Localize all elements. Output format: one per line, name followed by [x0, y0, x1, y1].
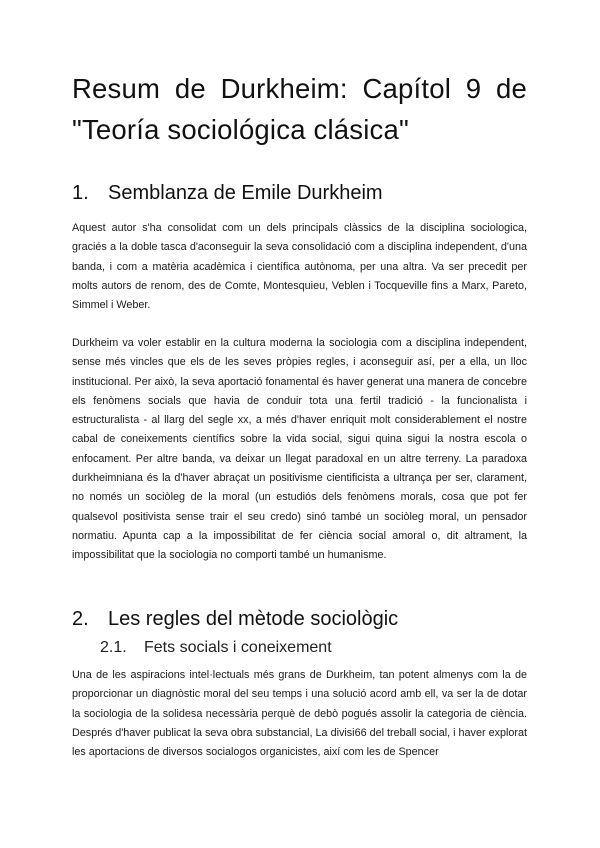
section-title: Semblanza de Emile Durkheim [108, 182, 383, 204]
title-line-2: "Teoría sociológica clásica" [72, 114, 409, 145]
subsection-number: 2.1. [100, 639, 127, 656]
document-title [72, 68, 527, 150]
section-number: 1. [72, 182, 89, 204]
title-line-1: Resum de Durkheim: Capítol 9 de [72, 73, 527, 104]
paragraph-3: Una de les aspiracions intel·lectuals més grans de Durkheim, tan potent almenys com la de proporcionar un diagnòstic moral del seu temps i una solució acord amb ell, va ser la de dotar la sociologia de la solidesa necessària perquè de debò pogués assolir la categoria de ciència. Després d'haver publicat la seva obra substancial, La divisi66 del treball social, i haver explorat les aportacions de diversos socialogos organicistes, així com les de Spencer [72, 669, 527, 759]
subsection-heading-2-1 [100, 637, 332, 659]
section-heading-2 [72, 606, 398, 632]
section-title: Les regles del mètode sociològic [108, 608, 399, 630]
paragraph-1: Aquest autor s'ha consolidat com un dels principals clàssics de la disciplina sociologica, graciés a la doble tasca d'aconseguir la seva consolidació com a disciplina independent, d'una banda, i com a matèria acadèmica i científica autònoma, per una altra. Va ser precedit per molts autors de renom, des de Comte, Montesquieu, Veblen i Tocqueville fins a Marx, Pareto, Simmel i Weber. [72, 222, 527, 312]
subsection-title: Fets socials i coneixement [144, 639, 332, 656]
section-heading-1 [72, 180, 383, 206]
section-number: 2. [72, 608, 89, 630]
paragraph-2: Durkheim va voler establir en la cultura moderna la sociologia com a disciplina independent, sense més vincles que els de les seves pròpies regles, i aconseguir así, per a ella, un lloc institucional. Per això, la seva aportació fonamental és haver generat una manera de concebre els fenòmens socials que havia de conduir tota una fertil tradició - la funcionalista i estructuralista - al llarg del segle xx, a més d'haver enriquit molt considerablement el nostre cabal de coneixements científics sobre la vida social, sigui quina sigui la nostra escola o enfocament. Per altre banda, va deixar un llegat paradoxal en un altre terreny. La paradoxa durkheimniana és la d'haver abraçat un positivisme cientificista a ultrança per ser, clarament, no només un sociòleg de la moral (un estudiós dels fenòmens morals, cosa que pot fer qualsevol positivista sense trair el seu credo) sinó també un sociòleg moral, un pensador normatiu. Apunta cap a la impossibilitat de fer ciència social amoral o, dit altrament, la impossibilitat que la sociologia no comporti també un humanisme. [72, 337, 527, 562]
